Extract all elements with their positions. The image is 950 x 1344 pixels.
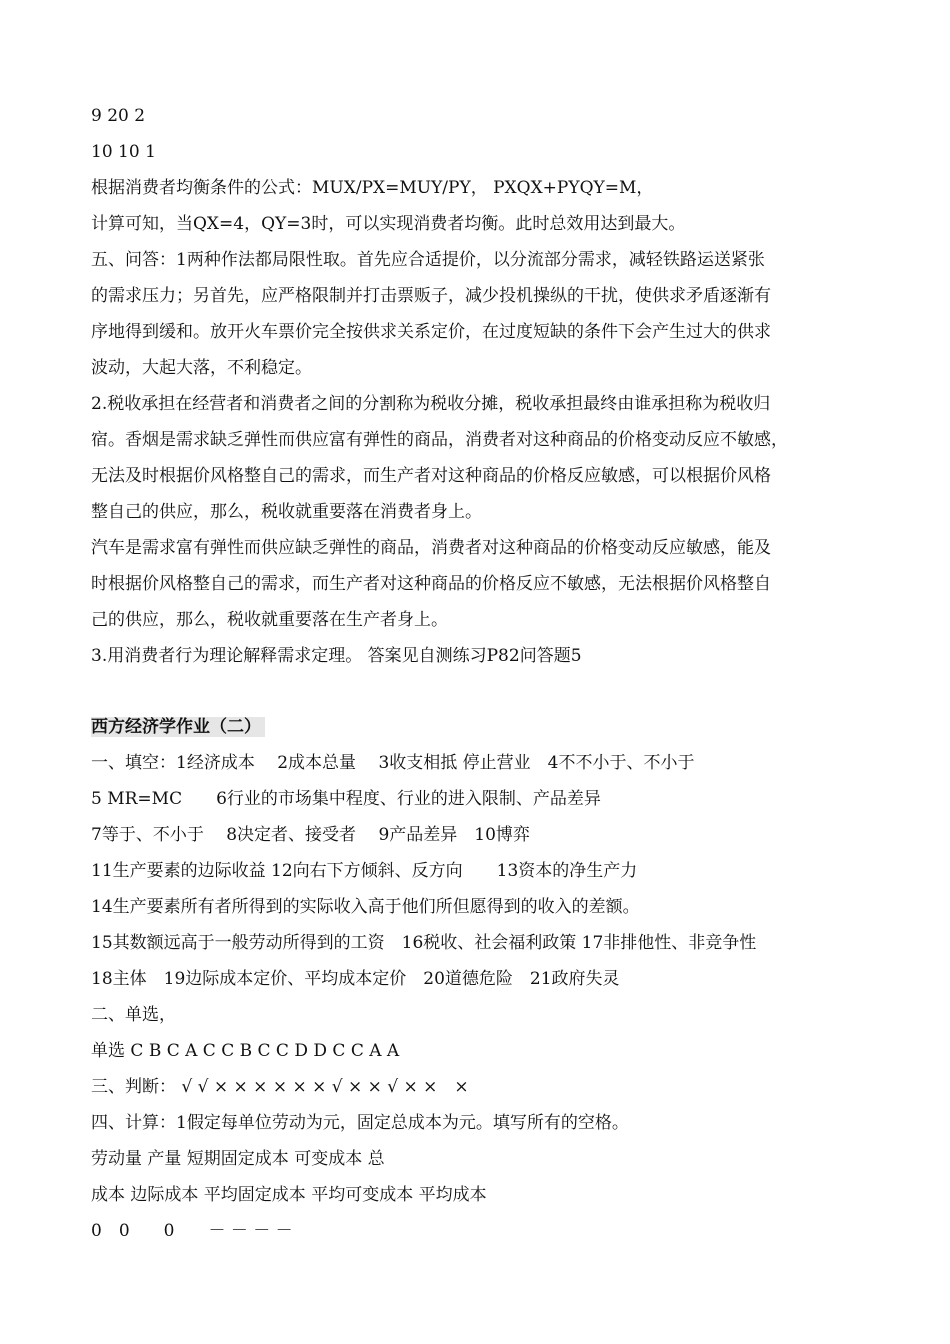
- text-line: 五、问答：1两种作法都局限性取。首先应合适提价，以分流部分需求，减轻铁路运送紧张: [91, 250, 765, 270]
- document-body: [91, 98, 871, 1249]
- text-line: 的需求压力；另首先，应严格限制并打击票贩子，减少投机操纵的干扰，使供求矛盾逐渐有: [91, 286, 771, 306]
- text-line: 二、单选，: [91, 1005, 176, 1025]
- text-line: 单选 C B C A C C B C C D D C C A A: [91, 1041, 400, 1061]
- text-line: 汽车是需求富有弹性而供应缺乏弹性的商品，消费者对这种商品的价格变动反应敏感，能及: [91, 538, 771, 558]
- text-line: 5 MR=MC 6行业的市场集中程度、行业的进入限制、产品差异: [91, 789, 601, 809]
- text-line: 四、计算：1假定每单位劳动为元，固定总成本为元。填写所有的空格。: [91, 1113, 629, 1133]
- section-heading: [91, 709, 871, 745]
- text-line: 3.用消费者行为理论解释需求定理。 答案见自测练习P82问答题5: [91, 646, 582, 666]
- text-line: 整自己的供应，那么，税收就重要落在消费者身上。: [91, 502, 482, 522]
- text-line: 时根据价风格整自己的需求，而生产者对这种商品的价格反应不敏感，无法根据价风格整自: [91, 574, 771, 594]
- text-line: 7等于、不小于 8决定者、接受者 9产品差异 10博弈: [91, 825, 530, 845]
- text-line: 10 10 1: [91, 142, 156, 162]
- text-line: 宿。香烟是需求缺乏弹性而供应富有弹性的商品，消费者对这种商品的价格变动反应不敏感，: [91, 430, 788, 450]
- text-line: 无法及时根据价风格整自己的需求，而生产者对这种商品的价格反应敏感，可以根据价风格: [91, 466, 771, 486]
- text-line: 2.税收承担在经营者和消费者之间的分割称为税收分摊，税收承担最终由谁承担称为税收归: [91, 394, 771, 414]
- text-line: 一、填空：1经济成本 2成本总量 3收支相抵 停止营业 4不不小于、不小于: [91, 753, 695, 773]
- text-line: 根据消费者均衡条件的公式：MUX/PX=MUY/PY， PXQX+PYQY=M，: [91, 178, 654, 198]
- paragraph-gap: [91, 674, 871, 709]
- text-line: 18主体 19边际成本定价、平均成本定价 20道德危险 21政府失灵: [91, 969, 620, 989]
- text-line: 计算可知，当QX=4，QY=3时，可以实现消费者均衡。此时总效用达到最大。: [91, 214, 686, 234]
- text-line: 波动，大起大落，不利稳定。: [91, 358, 312, 378]
- text-line: 劳动量 产量 短期固定成本 可变成本 总: [91, 1149, 385, 1169]
- text-line: 0 0 0 － － － －: [91, 1221, 293, 1241]
- text-line: 11生产要素的边际收益 12向右下方倾斜、反方向 13资本的净生产力: [91, 861, 638, 881]
- text-line: 15其数额远高于一般劳动所得到的工资 16税收、社会福利政策 17非排他性、非竞争性: [91, 933, 757, 953]
- text-line: 14生产要素所有者所得到的实际收入高于他们所但愿得到的收入的差额。: [91, 897, 640, 917]
- text-line: 9 20 2: [91, 106, 146, 126]
- text-line: 序地得到缓和。放开火车票价完全按供求关系定价，在过度短缺的条件下会产生过大的供求: [91, 322, 771, 342]
- text-line: 己的供应，那么，税收就重要落在生产者身上。: [91, 610, 448, 630]
- text-line: 成本 边际成本 平均固定成本 平均可变成本 平均成本: [91, 1185, 487, 1205]
- section-title: 西方经济学作业（二）: [91, 717, 265, 737]
- text-line: 三、判断： √ √ × × × × × × √ × × √ × × ×: [91, 1077, 469, 1097]
